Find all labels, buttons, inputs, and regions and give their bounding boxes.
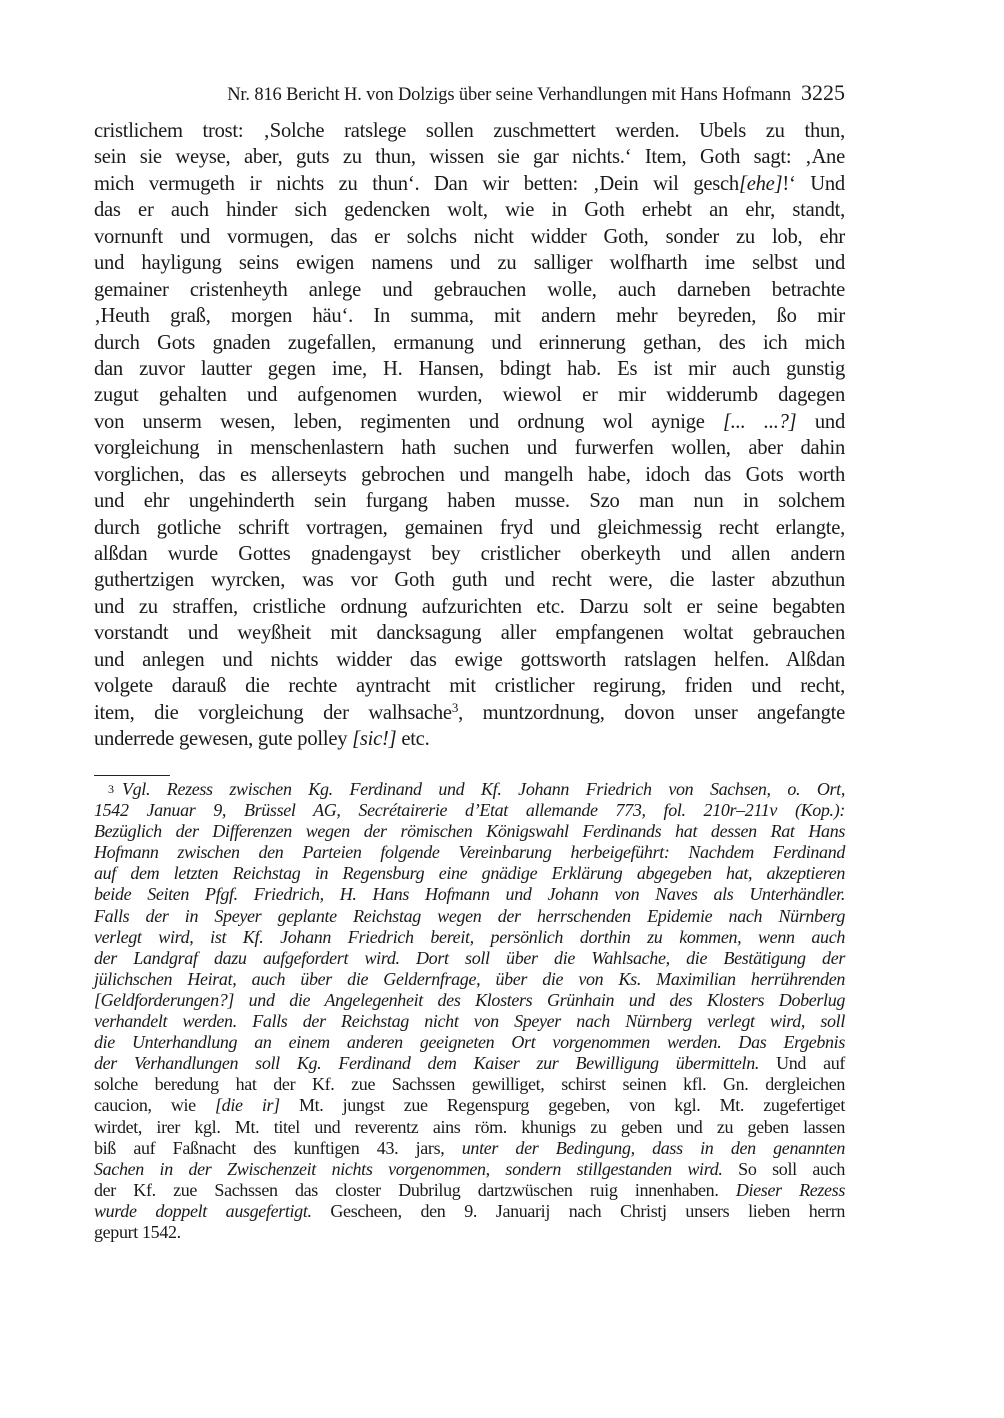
running-header [94,80,845,108]
text-line [94,462,845,488]
italic-text: 1542 Januar 9, Brüssel AG, Secrétairerie d’Etat allemande 773, fol. 210r–211v (Kop.): [94,800,845,821]
footnote-line [94,927,845,948]
italic-text: [die ir] [215,1095,280,1116]
text-line [94,594,845,620]
text-line [94,726,845,752]
text-segment: von unserm wesen, leben, regimenten und ordnung wol aynige [94,410,724,433]
text-segment: Mt. jungst zue Regenspurg gegeben, von kgl. Mt. zugefertiget [279,1095,845,1116]
text-segment: So soll auch [722,1158,845,1179]
text-segment: das er auch hinder sich gedencken wolt, wie in Goth erhebt an ehr, standt, [94,199,845,222]
text-segment: item, die vorgleichung der walhsache [94,701,452,724]
italic-text: wurde doppelt ausgefertigt. [94,1200,312,1221]
text-line [94,277,845,303]
footnote-line [94,1117,845,1138]
text-segment: dan zuvor lautter gegen ime, H. Hansen, bdingt hab. Es ist mir auch gunstig [94,357,845,380]
footnote-line [94,800,845,821]
footnote-line [94,1032,845,1053]
text-segment: vornunft und vormugen, das er solchs nicht widder Goth, sonder zu lob, ehr [94,225,845,248]
italic-text: Hofmann zwischen den Parteien folgende Vereinbarung herbeigeführt: Nachdem Ferdinand [94,842,845,863]
text-segment: cristlichem trost: ‚Solche ratslege sollen zuschmettert werden. Ubels zu thun, [94,120,845,142]
text-segment: gemainer cristenheyth anlege und gebrauchen wolle, auch darneben betrachte [94,278,845,301]
italic-text: [... ...?] [723,410,797,433]
text-line [94,409,845,435]
text-segment: und ehr ungehinderth sein furgang haben musse. Szo man nun in solchem [94,490,845,513]
text-line [94,144,845,170]
text-segment: vorstandt und weyßheit mit dancksagung aller empfangenen woltat gebrauchen [94,622,845,645]
text-line [94,118,845,144]
text-line [94,303,845,329]
text-segment: wirdet, irer kgl. Mt. titel und reverentz ains röm. khunigs zu geben und zu geben lassen [94,1116,845,1137]
italic-text: auf dem letzten Reichstag in Regensburg eine gnädige Erklärung abgegeben hat, akzeptieren [94,863,845,884]
footnote-line [94,1222,845,1243]
text-line [94,488,845,514]
text-line [94,435,845,461]
italic-text: Vgl. Rezess zwischen Kg. Ferdinand und Kf. Johann Friedrich von Sachsen, o. Ort, [122,779,845,799]
italic-text: unter der Bedingung, dass in den genannten [461,1137,845,1158]
text-line [94,224,845,250]
footnote-line [94,821,845,842]
italic-text: die Unterhandlung an einem anderen geeigneten Ort vorgenommen werden. Das Ergebnis [94,1032,845,1053]
footnote-line [94,779,845,800]
text-segment: caucion, wie [94,1095,216,1116]
text-segment: alßdan wurde Gottes gnadengayst bey cristlicher oberkeyth und allen andern [94,543,845,565]
text-segment: etc. [396,728,430,751]
text-line [94,700,845,726]
footnote-line [94,1180,845,1201]
text-segment: Gescheen, den 9. Januarij nach Christj unsers lieben herrn [311,1200,845,1221]
italic-text: jülichschen Heirat, auch über die Geldernfrage, über die von Ks. Maximilian herrührenden [94,968,845,989]
footnote-line [94,884,845,905]
footnote-line [94,1011,845,1032]
italic-text: der Verhandlungen soll Kg. Ferdinand dem Kaiser zur Bewilligung übermitteln. [94,1053,760,1074]
text-line [94,673,845,699]
italic-text: Sachen in der Zwischenzeit nichts vorgenommen, sondern stillgestanden wird. [94,1158,723,1179]
italic-text: der Landgraf dazu aufgefordert wird. Dort soll über die Wahlsache, die Bestätigung der [94,947,845,968]
footnote-line [94,1095,845,1116]
text-segment: der Kf. zue Sachssen das closter Dubrilug dartzwüschen ruig innenhaben. [94,1179,736,1200]
text-segment: solche beredung hat der Kf. zue Sachssen gewilliget, schirst seinen kfl. Gn. dergleichen [94,1074,845,1095]
text-segment: volgete darauß die rechte ayntracht mit cristlicher regirung, friden und recht, [94,675,845,698]
text-segment: mich vermugeth ir nichts zu thun‘. Dan wir betten: ‚Dein wil gesch [94,172,739,195]
italic-text: Dieser Rezess [735,1179,845,1200]
text-line [94,330,845,356]
italic-text: [Geldforderungen?] und die Angelegenheit des Klosters Grünhain und des Klosters Doberlug [94,989,845,1010]
italic-text: [sic!] [352,728,397,751]
footnote-line [94,1201,845,1222]
footnote-separator [94,775,170,776]
text-segment: Und auf [759,1053,846,1074]
text-line [94,541,845,567]
text-segment: durch gotliche schrift vortragen, gemainen fryd und gleichmessig recht erlangte, [94,516,845,539]
header-title: Nr. 816 Bericht H. von Dolzigs über seine Verhandlungen mit Hans Hofmann [227,85,791,105]
text-line [94,382,845,408]
text-line [94,197,845,223]
text-line [94,647,845,673]
italic-text: verhandelt werden. Falls der Reichstag nicht von Speyer nach Nürnberg verlegt wird, soll [94,1011,845,1032]
footnote-line [94,1074,845,1095]
text-line [94,567,845,593]
footnote-line [94,1138,845,1159]
text-segment: und [796,410,845,433]
text-line [94,171,845,197]
text-line [94,250,845,276]
footnote-line [94,863,845,884]
footnote-line [94,948,845,969]
text-segment: guthertzigen wyrcken, was vor Goth guth und recht were, die laster abzuthun [94,569,845,592]
text-segment: und anlegen und nichts widder das ewige gottsworth ratslagen helfen. Alßdan [94,648,845,671]
footnote-reference[interactable]: 3 [451,699,459,715]
footnote-line [94,1053,845,1074]
text-segment: , muntzordnung, dovon unser angefangte [458,701,845,724]
text-segment: und zu straffen, cristliche ordnung aufzurichten etc. Darzu solt er seine begabten [94,595,845,618]
text-line [94,620,845,646]
italic-text: verlegt wird, ist Kf. Johann Friedrich bereit, persönlich dorthin zu kommen, wenn auch [94,926,845,947]
page-number: 3225 [801,80,845,105]
footnote-3 [94,779,845,1243]
text-segment: gepurt 1542. [94,1221,181,1242]
text-segment: und hayligung seins ewigen namens und zu salliger wolfharth ime selbst und [94,252,845,275]
italic-text: [ehe] [738,172,783,195]
main-text [94,118,845,753]
footnote-line [94,842,845,863]
text-line [94,356,845,382]
italic-text: beide Seiten Pfgf. Friedrich, H. Hans Hofmann und Johann von Naves als Unterhändler. [94,884,845,905]
footnote-line [94,1159,845,1180]
text-segment: durch Gots gnaden zugefallen, ermanung und erinnerung gethan, des ich mich [94,331,845,354]
footnote-line [94,969,845,990]
text-segment: vorgleichung in menschenlastern hath suchen und furwerfen wollen, aber dahin [94,437,845,460]
text-segment: sein sie weyse, aber, guts zu thun, wissen sie gar nichts.‘ Item, Goth sagt: ‚Ane [94,146,845,169]
italic-text: Falls der in Speyer geplante Reichstag wegen der herrschenden Epidemie nach Nürnberg [94,905,845,926]
text-line [94,515,845,541]
italic-text: Bezüglich der Differenzen wegen der römischen Königswahl Ferdinands hat dessen Rat Hans [94,821,845,842]
text-segment: zugut gehalten und aufgenomen wurden, wiewol er mir widderumb dagegen [94,384,845,407]
text-segment: ‚Heuth graß, morgen häu‘. In summa, mit andern mehr beyreden, ßo mir [94,305,845,328]
text-segment: underrede gewesen, gute polley [94,728,353,751]
text-segment: vorglichen, das es allerseyts gebrochen und mangelh habe, idoch das Gots worth [94,463,845,486]
footnote-line [94,990,845,1011]
text-segment: !‘ Und [782,172,845,195]
footnote-line [94,906,845,927]
footnote-marker: 3 [108,782,114,796]
text-segment: biß auf Faßnacht des kunftigen 43. jars, [94,1137,462,1158]
